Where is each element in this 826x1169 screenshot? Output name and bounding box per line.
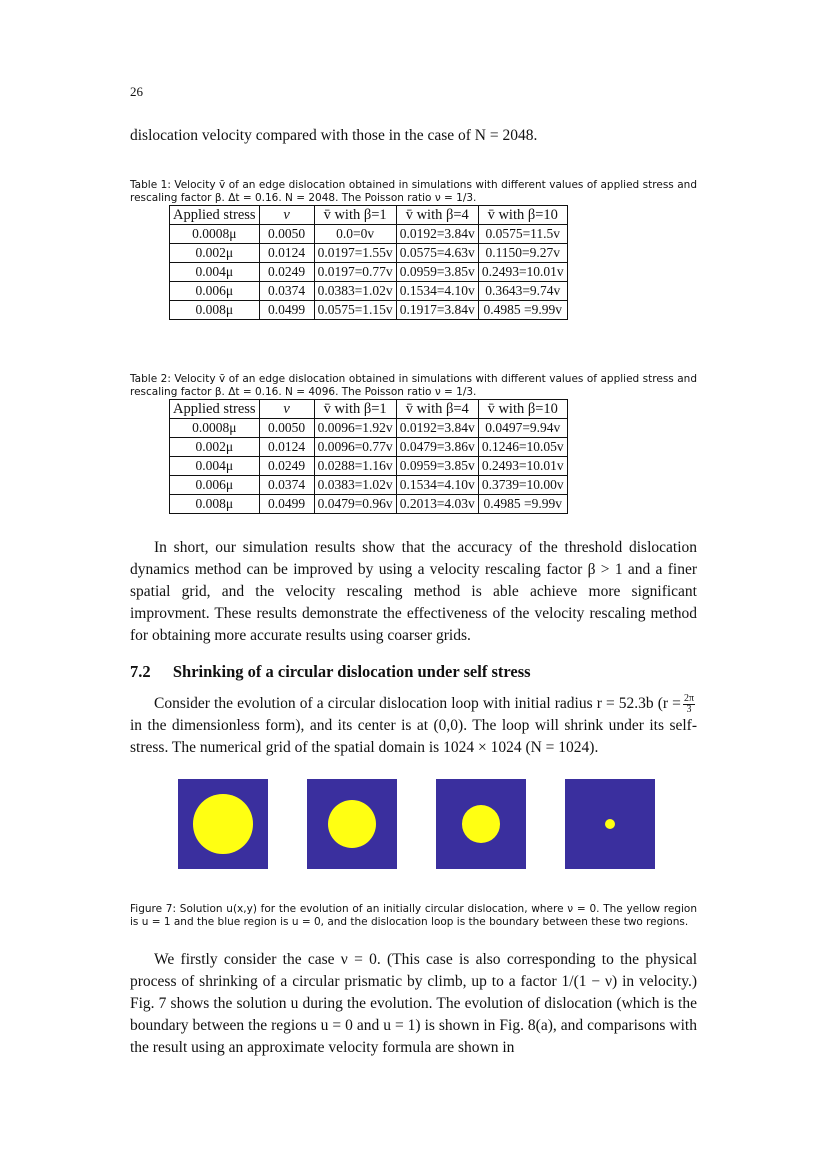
table-row — [170, 457, 568, 476]
table-cell: 0.0959=3.85v — [396, 457, 478, 476]
table-cell: 0.0288=1.16v — [314, 457, 396, 476]
table1-caption: Table 1: Velocity v̄ of an edge dislocation obtained in simulations with different values of applied stress and rescaling factor β. Δt = 0.16. N = 2048. The Poisson ratio ν = 1/3. — [130, 179, 697, 204]
table-row — [170, 244, 568, 263]
table2 — [169, 399, 568, 514]
table-cell: 0.008μ — [170, 495, 260, 514]
table-cell: 0.0383=1.02v — [314, 282, 396, 301]
intro-line: dislocation velocity compared with those in the case of N = 2048. — [130, 127, 538, 144]
page-number: 26 — [130, 84, 143, 99]
table-cell: 0.0374 — [259, 476, 314, 495]
table-cell: 0.0479=3.86v — [396, 438, 478, 457]
paragraph-text-part1: Consider the evolution of a circular dislocation loop with initial radius r = 52.3b (r = — [154, 695, 681, 712]
table-cell: 0.1150=9.27v — [478, 244, 567, 263]
table-cell: 0.0197=0.77v — [314, 263, 396, 282]
table-cell: 0.0479=0.96v — [314, 495, 396, 514]
yellow-disk — [605, 819, 616, 830]
table-cell: 0.3739=10.00v — [478, 476, 567, 495]
table-cell: 0.0497=9.94v — [478, 419, 567, 438]
table-cell: 0.1534=4.10v — [396, 476, 478, 495]
fraction — [683, 694, 695, 715]
column-header: v — [259, 206, 314, 225]
column-header: v̄ with β=10 — [478, 400, 567, 419]
table-cell: 0.0499 — [259, 301, 314, 320]
figure-panel-4 — [565, 779, 655, 869]
table-cell: 0.008μ — [170, 301, 260, 320]
table-cell: 0.2013=4.03v — [396, 495, 478, 514]
table-cell: 0.1917=3.84v — [396, 301, 478, 320]
figure-panel-1 — [178, 779, 268, 869]
fraction-denominator: 3 — [686, 703, 692, 715]
section-paragraph — [130, 693, 697, 759]
column-header: v — [259, 400, 314, 419]
table-cell: 0.0124 — [259, 244, 314, 263]
table-cell: 0.1534=4.10v — [396, 282, 478, 301]
table-cell: 0.0008μ — [170, 419, 260, 438]
yellow-disk — [462, 805, 500, 843]
table-cell: 0.0008μ — [170, 225, 260, 244]
final-paragraph: We firstly consider the case ν = 0. (This case is also corresponding to the physical process of shrinking of a circular prismatic by climb, up to a factor 1/(1 − ν) in velocity.) Fig. 7 shows the solution u during the evolution. The evolution of dislocation (which is the boundary between the regions u = 0 and u = 1) is shown in Fig. 8(a), and comparisons with the result using an approximate velocity formula are shown in — [130, 951, 697, 1056]
table-cell: 0.006μ — [170, 282, 260, 301]
table-cell: 0.2493=10.01v — [478, 457, 567, 476]
summary-paragraph: In short, our simulation results show that the accuracy of the threshold dislocation dynamics method can be improved by using a velocity rescaling factor β > 1 and a finer spatial grid, and the velocity rescaling method is able achieve more significant improvment. These results demonstrate the effectiveness of the velocity rescaling method for obtaining more accurate results using coarser grids. — [130, 539, 697, 644]
table-cell: 0.0=0v — [314, 225, 396, 244]
table-cell: 0.0050 — [259, 419, 314, 438]
table-cell: 0.4985 =9.99v — [478, 301, 567, 320]
section-heading — [130, 662, 697, 682]
figure-panel-3 — [436, 779, 526, 869]
table-cell: 0.0383=1.02v — [314, 476, 396, 495]
column-header: v̄ with β=10 — [478, 206, 567, 225]
table-cell: 0.0096=0.77v — [314, 438, 396, 457]
table-cell: 0.3643=9.74v — [478, 282, 567, 301]
fraction-numerator: 2π — [683, 692, 694, 704]
column-header: v̄ with β=4 — [396, 206, 478, 225]
table-row — [170, 301, 568, 320]
section-number: 7.2 — [130, 662, 151, 681]
table-cell: 0.0192=3.84v — [396, 225, 478, 244]
table-cell: 0.0249 — [259, 457, 314, 476]
table-cell: 0.0249 — [259, 263, 314, 282]
table-row — [170, 476, 568, 495]
column-header: v̄ with β=1 — [314, 400, 396, 419]
table-cell: 0.4985 =9.99v — [478, 495, 567, 514]
table-cell: 0.0499 — [259, 495, 314, 514]
table-cell: 0.0959=3.85v — [396, 263, 478, 282]
table2-header-row — [170, 400, 568, 419]
table-cell: 0.004μ — [170, 263, 260, 282]
column-header: v̄ with β=4 — [396, 400, 478, 419]
table2-caption: Table 2: Velocity v̄ of an edge dislocation obtained in simulations with different values of applied stress and rescaling factor β. Δt = 0.16. N = 4096. The Poisson ratio ν = 1/3. — [130, 373, 697, 398]
table-cell: 0.002μ — [170, 438, 260, 457]
table-cell: 0.2493=10.01v — [478, 263, 567, 282]
yellow-disk — [328, 800, 377, 849]
table-cell: 0.0575=4.63v — [396, 244, 478, 263]
table-cell: 0.0192=3.84v — [396, 419, 478, 438]
table-cell: 0.0575=1.15v — [314, 301, 396, 320]
table-cell: 0.0374 — [259, 282, 314, 301]
table-row — [170, 419, 568, 438]
figure-caption: Figure 7: Solution u(x,y) for the evolution of an initially circular dislocation, where ν = 0. The yellow region is u = 1 and the blue region is u = 0, and the dislocation loop is the boundary between these two regions. — [130, 903, 697, 928]
table-row — [170, 438, 568, 457]
yellow-disk — [193, 794, 252, 853]
table-row — [170, 282, 568, 301]
table-cell: 0.0050 — [259, 225, 314, 244]
table-cell: 0.0096=1.92v — [314, 419, 396, 438]
table-cell: 0.0575=11.5v — [478, 225, 567, 244]
table-cell: 0.004μ — [170, 457, 260, 476]
paragraph-text-part2: in the dimensionless form), and its center is at (0,0). The loop will shrink under its self-stress. The numerical grid of the spatial domain is 1024 × 1024 (N = 1024). — [130, 717, 697, 756]
table1 — [169, 205, 568, 320]
column-header: Applied stress — [170, 400, 260, 419]
table-row — [170, 495, 568, 514]
column-header: v̄ with β=1 — [314, 206, 396, 225]
table-cell: 0.002μ — [170, 244, 260, 263]
table-cell: 0.006μ — [170, 476, 260, 495]
column-header: Applied stress — [170, 206, 260, 225]
table-cell: 0.0197=1.55v — [314, 244, 396, 263]
figure-panel-2 — [307, 779, 397, 869]
table-row — [170, 263, 568, 282]
section-title: Shrinking of a circular dislocation under self stress — [172, 662, 531, 681]
table-row — [170, 225, 568, 244]
table1-header-row — [170, 206, 568, 225]
table-cell: 0.1246=10.05v — [478, 438, 567, 457]
table-cell: 0.0124 — [259, 438, 314, 457]
